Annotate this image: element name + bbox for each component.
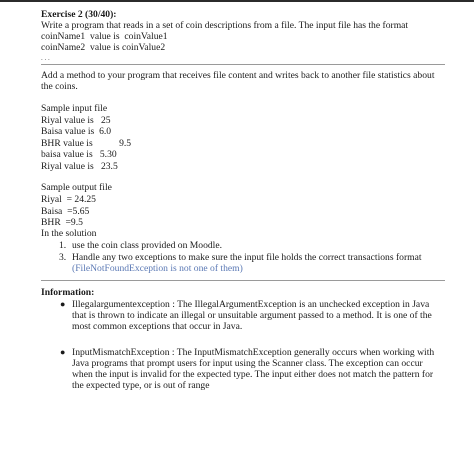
info-line: when the input is invalid for the expected type. The input either does not match the pattern for <box>72 369 434 380</box>
list-number: 3. <box>59 252 67 263</box>
info-line: most common exceptions that occur in Java. <box>72 321 243 332</box>
sample-output-line: BHR =9.5 <box>41 217 83 228</box>
sample-input-title: Sample input file <box>41 103 108 114</box>
task-line: the coins. <box>41 81 78 92</box>
format-line: coinName2 value is coinValue2 <box>41 42 166 53</box>
section-divider <box>41 280 445 281</box>
list-number: 1. <box>59 240 67 251</box>
sample-input-line: BHR value is 9.5 <box>41 138 132 149</box>
solution-heading: In the solution <box>41 228 97 239</box>
sample-input-line: Riyal value is 25 <box>41 115 111 126</box>
format-line: coinName1 value is coinValue1 <box>41 31 168 42</box>
bullet-icon: ● <box>60 347 66 357</box>
exercise-title: Exercise 2 (30/40): <box>41 9 117 20</box>
info-line: the expected type, or is out of range <box>72 380 210 391</box>
sample-input-line: Baisa value is 6.0 <box>41 126 112 137</box>
sample-output-line: Baisa =5.65 <box>41 206 90 217</box>
sample-input-line: Riyal value is 23.5 <box>41 161 118 172</box>
ellipsis: . . . <box>41 54 50 62</box>
sample-input-line: baisa value is 5.30 <box>41 149 117 160</box>
solution-item: use the coin class provided on Moodle. <box>72 240 223 251</box>
sample-output-line: Riyal = 24.25 <box>41 194 96 205</box>
information-heading: Information: <box>41 287 95 298</box>
info-line: InputMismatchException : The InputMismatchException generally occurs when working with <box>72 347 435 358</box>
sample-output-title: Sample output file <box>41 182 112 193</box>
solution-item: Handle any two exceptions to make sure the input file holds the correct transactions format <box>72 252 422 263</box>
description-line: Write a program that reads in a set of coin descriptions from a file. The input file has the format <box>41 20 409 31</box>
info-line: that is thrown to indicate an illegal or unsuitable argument passed to a method. It is one of the <box>72 310 432 321</box>
solution-note: (FileNotFoundException is not one of them) <box>72 263 243 274</box>
info-line: Illegalargumentexception : The IllegalArgumentException is an unchecked exception in Java <box>72 299 430 310</box>
bullet-icon: ● <box>60 299 66 309</box>
top-border <box>0 0 474 2</box>
section-divider <box>41 64 445 65</box>
task-line: Add a method to your program that receives file content and writes back to another file statistics about <box>41 70 435 81</box>
info-line: Java programs that prompt users for input using the Scanner class. The exception can occur <box>72 358 423 369</box>
